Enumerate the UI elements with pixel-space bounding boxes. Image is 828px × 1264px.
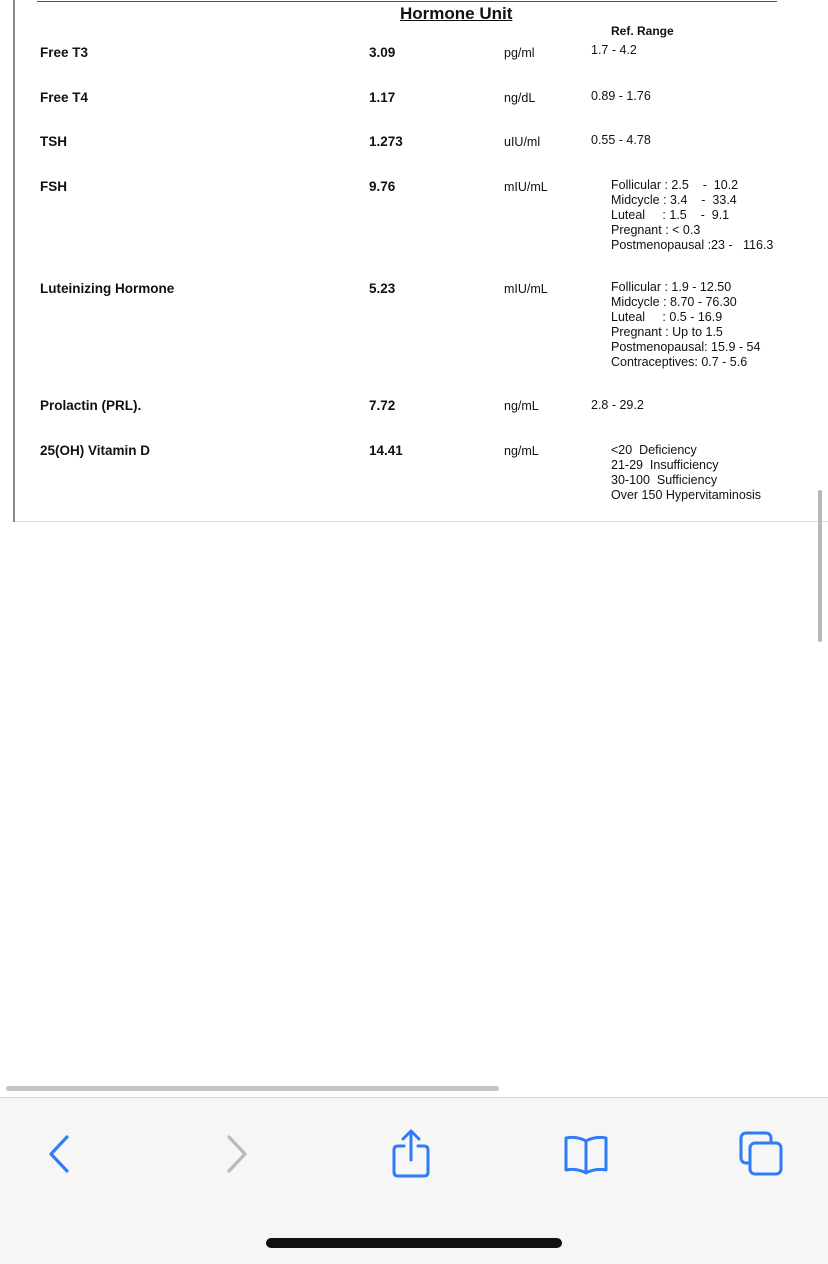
ref-range-line: Pregnant : < 0.3 xyxy=(611,223,701,237)
share-button[interactable] xyxy=(381,1124,441,1184)
ref-range-line: Midcycle : 8.70 - 76.30 xyxy=(611,295,737,309)
test-name: FSH xyxy=(40,179,67,194)
home-indicator xyxy=(266,1238,562,1248)
test-unit: mIU/mL xyxy=(504,180,548,194)
ref-range xyxy=(611,280,760,370)
chevron-left-icon xyxy=(45,1132,75,1176)
ref-range-line: Follicular : 1.9 - 12.50 xyxy=(611,280,732,294)
test-unit: ng/mL xyxy=(504,444,539,458)
test-value: 3.09 xyxy=(369,45,396,60)
test-value: 14.41 xyxy=(369,443,403,458)
ref-range xyxy=(611,443,761,503)
divider-top xyxy=(37,1,777,2)
tabs-button[interactable] xyxy=(731,1124,791,1184)
ref-range xyxy=(611,178,773,253)
ref-range-line: 30-100 Sufficiency xyxy=(611,473,718,487)
ref-range-header: Ref. Range xyxy=(611,24,674,38)
ref-range xyxy=(591,43,637,58)
ref-range xyxy=(591,89,651,104)
test-value: 7.72 xyxy=(369,398,396,413)
test-value: 9.76 xyxy=(369,179,396,194)
forward-button[interactable] xyxy=(206,1124,266,1184)
back-button[interactable] xyxy=(30,1124,90,1184)
tabs-icon xyxy=(736,1129,786,1179)
ref-range xyxy=(591,398,644,413)
test-value: 5.23 xyxy=(369,281,396,296)
ref-range xyxy=(591,133,651,148)
test-name: TSH xyxy=(40,134,67,149)
test-unit: ng/mL xyxy=(504,399,539,413)
ref-range-line: 1.7 - 4.2 xyxy=(591,43,637,57)
test-name: Prolactin (PRL). xyxy=(40,398,142,413)
ref-range-line: Midcycle : 3.4 - 33.4 xyxy=(611,193,737,207)
bottom-toolbar xyxy=(0,1097,828,1264)
bookmarks-button[interactable] xyxy=(556,1124,616,1184)
vertical-scrollbar[interactable] xyxy=(818,490,822,642)
test-value: 1.17 xyxy=(369,90,396,105)
share-icon xyxy=(388,1128,434,1180)
test-value: 1.273 xyxy=(369,134,403,149)
horizontal-scrollbar[interactable] xyxy=(6,1086,499,1091)
ref-range-line: Pregnant : Up to 1.5 xyxy=(611,325,723,339)
ref-range-line: 0.89 - 1.76 xyxy=(591,89,651,103)
test-name: Free T3 xyxy=(40,45,89,60)
table-left-border xyxy=(13,0,15,522)
test-unit: mIU/mL xyxy=(504,282,548,296)
ref-range-line: Follicular : 2.5 - 10.2 xyxy=(611,178,739,192)
ref-range-line: Postmenopausal: 15.9 - 54 xyxy=(611,340,761,354)
ref-range-line: Over 150 Hypervitaminosis xyxy=(611,488,762,502)
test-unit: pg/ml xyxy=(504,46,535,60)
book-icon xyxy=(561,1132,611,1176)
test-name: Luteinizing Hormone xyxy=(40,281,175,296)
chevron-right-icon xyxy=(221,1132,251,1176)
test-unit: ng/dL xyxy=(504,91,536,105)
ref-range-line: 0.55 - 4.78 xyxy=(591,133,651,147)
test-name: Free T4 xyxy=(40,90,89,105)
page-heading: Hormone Unit xyxy=(400,4,513,23)
ref-range-line: 21-29 Insufficiency xyxy=(611,458,719,472)
ref-range-line: <20 Deficiency xyxy=(611,443,697,457)
ref-range-line: Contraceptives: 0.7 - 5.6 xyxy=(611,355,748,369)
ref-range-line: Luteal : 0.5 - 16.9 xyxy=(611,310,723,324)
table-bottom-border xyxy=(15,521,828,522)
ref-range-line: Luteal : 1.5 - 9.1 xyxy=(611,208,730,222)
test-unit: uIU/ml xyxy=(504,135,541,149)
ref-range-line: 2.8 - 29.2 xyxy=(591,398,644,412)
ref-range-line: Postmenopausal :23 - 116.3 xyxy=(611,238,774,252)
test-name: 25(OH) Vitamin D xyxy=(40,443,151,458)
